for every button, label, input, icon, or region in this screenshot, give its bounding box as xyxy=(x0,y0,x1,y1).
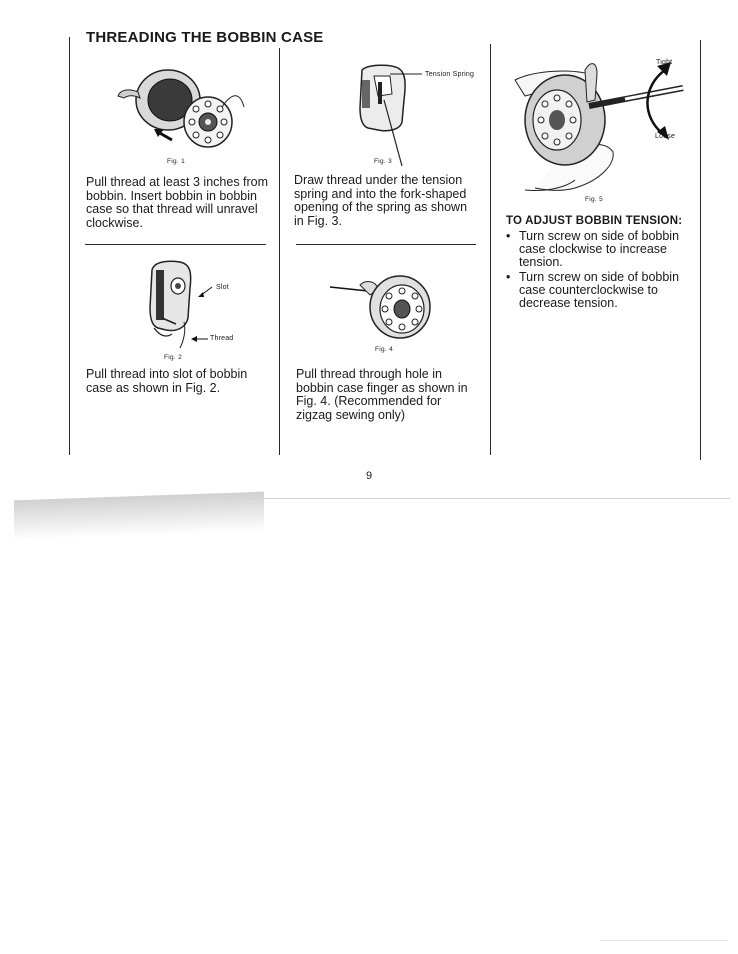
list-item: • Turn screw on side of bobbin case counterclockwise to decrease tension. xyxy=(505,271,695,311)
scan-bottom-line xyxy=(600,940,728,941)
fig2-caption: Fig. 2 xyxy=(164,354,183,361)
column-divider-2 xyxy=(490,44,491,455)
page-number: 9 xyxy=(365,470,373,482)
fig2-slot-label: Slot xyxy=(216,284,229,291)
step4-text: Pull thread through hole in bobbin case finger as shown in Fig. 4. (Recommended for zigzag sewing only) xyxy=(296,367,468,422)
page-title: THREADING THE BOBBIN CASE xyxy=(86,29,324,46)
fig2-thread-label: Thread xyxy=(210,335,234,342)
fig4-finger-hole-illustration xyxy=(330,265,440,345)
left-margin-rule xyxy=(69,37,70,455)
step2-text: Pull thread into slot of bobbin case as shown in Fig. 2. xyxy=(86,367,248,395)
list-item: • Turn screw on side of bobbin case clockwise to increase tension. xyxy=(505,230,695,270)
fig5-tight-label: Tight xyxy=(656,59,673,66)
fig1-caption: Fig. 1 xyxy=(167,158,186,165)
section-separator-col1 xyxy=(85,244,266,245)
fig5-loose-label: Loose xyxy=(655,133,676,140)
section-separator-col2 xyxy=(296,244,476,245)
fig3-caption: Fig. 3 xyxy=(374,158,393,165)
fig2-slot-pointer xyxy=(198,286,214,298)
fig3-spring-label: Tension Spring xyxy=(425,71,475,78)
fig4-caption: Fig. 4 xyxy=(375,346,394,353)
column-divider-1 xyxy=(279,48,280,455)
step3-text: Draw thread under the tension spring and into the fork-shaped opening of the spring as shown in Fig. 3. xyxy=(294,173,468,228)
fig3-tension-spring-illustration xyxy=(354,60,424,170)
adjust-tension-list xyxy=(505,230,695,311)
adjust-tension-heading: TO ADJUST BOBBIN TENSION: xyxy=(506,215,683,227)
fig2-thread-pointer xyxy=(191,335,209,343)
fig1-bobbin-insert-illustration xyxy=(110,62,260,157)
fig5-caption: Fig. 5 xyxy=(585,196,604,203)
step1-text: Pull thread at least 3 inches from bobbin. Insert bobbin in bobbin case so that thread will unravel clockwise. xyxy=(86,175,269,230)
right-margin-rule xyxy=(700,40,701,460)
scan-edge-line xyxy=(140,498,730,499)
